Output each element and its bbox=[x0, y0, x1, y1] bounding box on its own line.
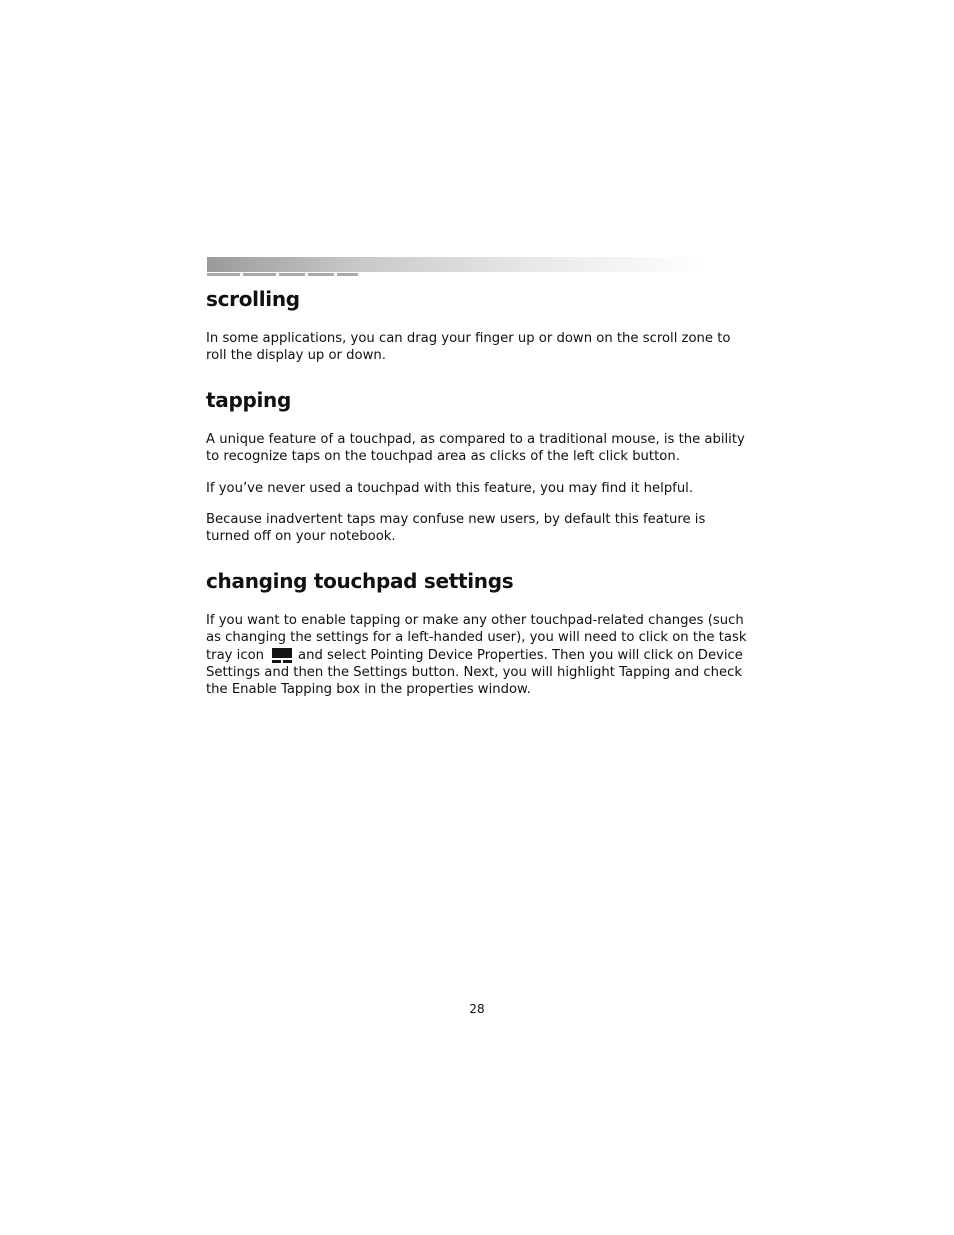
changing-settings-paragraph bbox=[206, 612, 751, 698]
header-segment-bars bbox=[207, 273, 367, 277]
header-gradient-bar bbox=[207, 257, 707, 272]
tapping-paragraph-3: Because inadvertent taps may confuse new users, by default this feature is turned off on your notebook. bbox=[206, 512, 706, 545]
tapping-paragraph-2: If you’ve never used a touchpad with this feature, you may find it helpful. bbox=[206, 481, 694, 496]
tapping-paragraph-1: A unique feature of a touchpad, as compared to a traditional mouse, is the ability to recognize taps on the touchpad area as clicks of the left click button. bbox=[206, 432, 745, 465]
changing-settings-text-after-icon: and select Pointing Device Properties. Then you will click on Device Settings and then the Settings button. Next, you will highlight Tapping and check the Enable Tapping box in the properties window. bbox=[206, 647, 743, 698]
touchpad-tray-icon bbox=[272, 648, 292, 664]
section-title-tapping: tapping bbox=[206, 388, 291, 412]
section-title-scrolling: scrolling bbox=[206, 287, 300, 311]
section-title-changing-settings: changing touchpad settings bbox=[206, 569, 514, 593]
page-number: 28 bbox=[469, 1002, 485, 1016]
changing-settings-text-before-icon: If you want to enable tapping or make any other touchpad-related changes (such as changing the settings for a left-handed user), you will need to click on the task tray icon bbox=[206, 613, 747, 663]
scrolling-paragraph: In some applications, you can drag your finger up or down on the scroll zone to roll the display up or down. bbox=[206, 331, 731, 364]
